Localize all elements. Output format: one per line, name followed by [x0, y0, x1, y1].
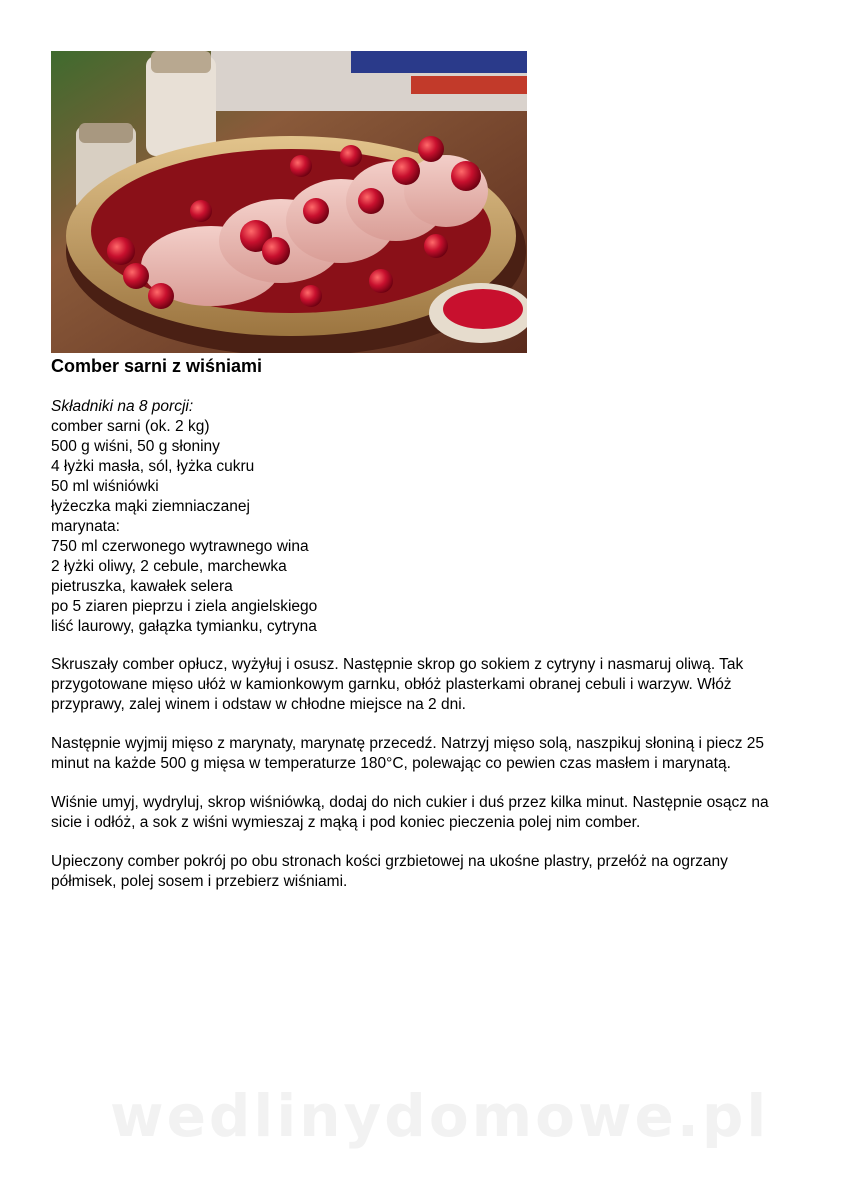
preparation-paragraph: Skruszały comber opłucz, wyżyłuj i osusz. Następnie skrop go sokiem z cytryny i nasmaruj oliwą. Tak przygotowane mięso ułóż w kamionkowym garnku, obłóż plasterkami obranej cebuli i warzyw. Włóż przyprawy, zalej winem i odstaw w chłodne miejsce na 2 dni. [51, 656, 744, 713]
ingredients-heading: Składniki na 8 porcji: [51, 398, 194, 415]
preparation-steps [51, 655, 796, 911]
ingredient-item: 750 ml czerwonego wytrawnego wina [51, 538, 309, 555]
preparation-paragraph: Upieczony comber pokrój po obu stronach kości grzbietowej na ukośne plastry, przełóż na ogrzany półmisek, polej sosem i przebierz wiśniami. [51, 853, 728, 890]
ingredient-item: 50 ml wiśniówki [51, 478, 159, 495]
ingredient-item: łyżeczka mąki ziemniaczanej [51, 498, 250, 515]
recipe-photo [51, 51, 527, 353]
ingredient-item: 2 łyżki oliwy, 2 cebule, marchewka [51, 558, 287, 575]
ingredient-item: pietruszka, kawałek selera [51, 578, 233, 595]
site-watermark: wedlinydomowe.pl [110, 1082, 770, 1150]
preparation-paragraph: Następnie wyjmij mięso z marynaty, marynatę przecedź. Natrzyj mięso solą, naszpikuj słoniną i piecz 25 minut na każde 500 g mięsa w temperaturze 180°C, polewając co pewien czas masłem i marynatą. [51, 735, 764, 772]
ingredient-item: po 5 ziaren pieprzu i ziela angielskiego [51, 598, 318, 615]
ingredient-item: liść laurowy, gałązka tymianku, cytryna [51, 618, 317, 635]
ingredients-list [51, 397, 317, 637]
recipe-title: Comber sarni z wiśniami [51, 356, 263, 376]
ingredient-item: 4 łyżki masła, sól, łyżka cukru [51, 458, 255, 475]
ingredient-item: 500 g wiśni, 50 g słoniny [51, 438, 220, 455]
ingredient-item: comber sarni (ok. 2 kg) [51, 418, 210, 435]
preparation-paragraph: Wiśnie umyj, wydryluj, skrop wiśniówką, dodaj do nich cukier i duś przez kilka minut. Następnie osącz na sicie i odłóż, a sok z wiśni wymieszaj z mąką i pod koniec pieczenia polej nim comber. [51, 794, 769, 831]
roast-venison-with-cherries-photo [51, 51, 527, 353]
ingredient-item: marynata: [51, 518, 120, 535]
